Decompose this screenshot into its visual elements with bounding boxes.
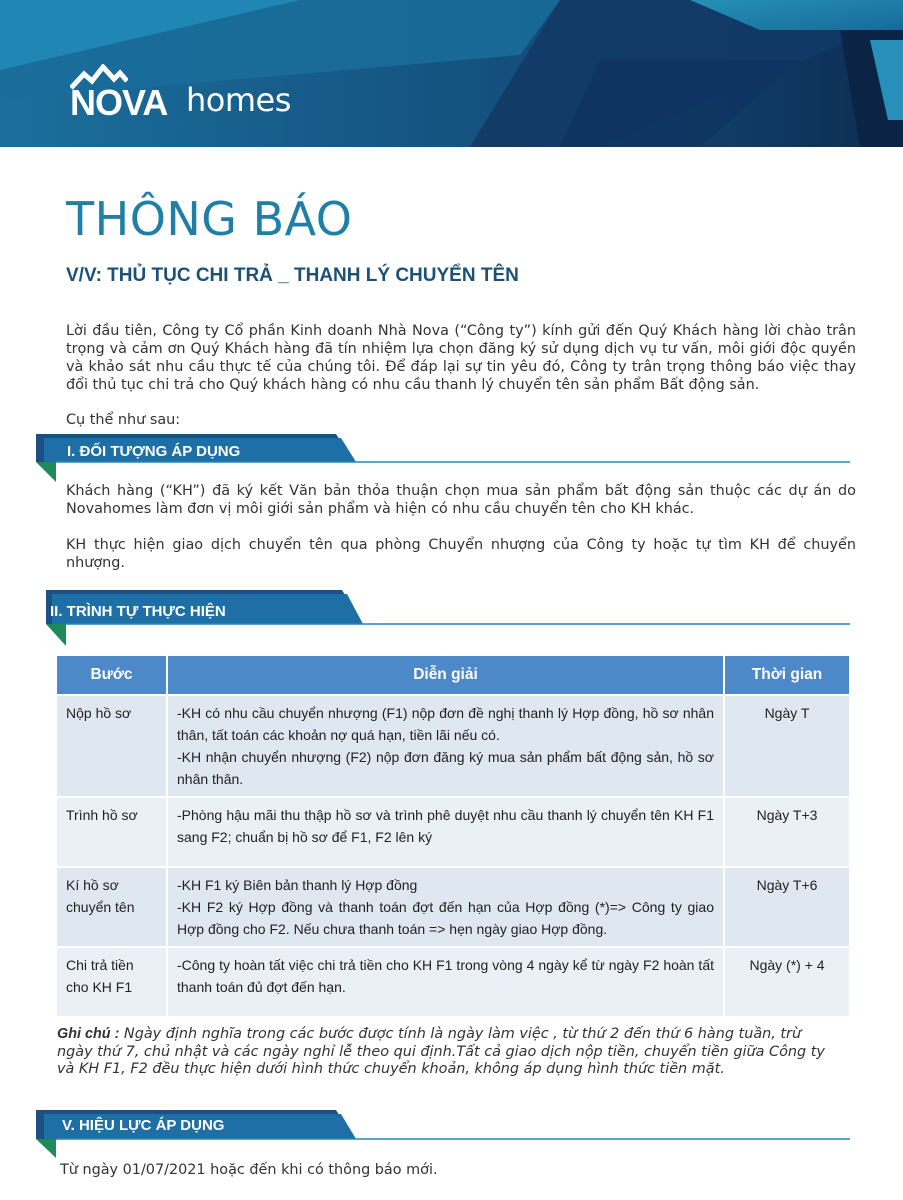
time-cell: Ngày T [724, 695, 850, 797]
description-cell [167, 947, 724, 1017]
section1-paragraph-2: KH thực hiện giao dịch chuyển tên qua phòng Chuyển nhượng của Công ty hoặc tự tìm KH để chuyển nhượng. [66, 537, 856, 571]
description-line: -KH nhận chuyển nhượng (F2) nộp đơn đăng ký mua sản phẩm bất động sản, hồ sơ nhân thân. [177, 749, 714, 787]
description-line: -KH F2 ký Hợp đồng và thanh toán đợt đến hạn của Hợp đồng (*)=> Công ty giao Hợp đồng cho F2. Nếu chưa thanh toán => hẹn ngày giao Hợp đồng. [177, 899, 714, 937]
note-label: Ghi chú : [57, 1026, 120, 1042]
table-row [56, 797, 850, 867]
intro-tail: Cụ thể như sau: [66, 412, 181, 428]
procedure-table [55, 654, 851, 1018]
step-cell: Kí hồ sơ chuyển tên [56, 867, 167, 947]
description-cell [167, 867, 724, 947]
table-row [56, 695, 850, 797]
column-header-step: Bước [56, 655, 167, 695]
step-cell: Nộp hồ sơ [56, 695, 167, 797]
step-cell: Trình hồ sơ [56, 797, 167, 867]
page-subtitle: V/V: THỦ TỤC CHI TRẢ _ THANH LÝ CHUYỂN TÊN [66, 265, 519, 286]
section-heading-5 [36, 1108, 856, 1152]
description-line: -KH F1 ký Biên bản thanh lý Hợp đồng [177, 877, 418, 893]
description-cell [167, 695, 724, 797]
section-heading-1 [36, 432, 856, 476]
section-heading-2 [36, 590, 856, 634]
table-row [56, 867, 850, 947]
logo-nova-text: NOVA [70, 82, 168, 123]
logo-homes-text: homes [186, 81, 291, 119]
time-cell: Ngày T+3 [724, 797, 850, 867]
column-header-time: Thời gian [724, 655, 850, 695]
table-header-row [56, 655, 850, 695]
section-heading-text: V. HIỆU LỰC ÁP DỤNG [62, 1117, 225, 1134]
description-line: -Công ty hoàn tất việc chi trả tiền cho KH F1 trong vòng 4 ngày kể từ ngày F2 hoàn tất thanh toán đủ đợt đến hạn. [177, 957, 714, 995]
section-heading-text: II. TRÌNH TỰ THỰC HIỆN [50, 603, 226, 620]
time-cell: Ngày (*) + 4 [724, 947, 850, 1017]
note-text: Ngày định nghĩa trong các bước được tính là ngày làm việc , từ thứ 2 đến thứ 6 hàng tuần, trừ ngày thứ 7, chủ nhật và các ngày nghỉ lễ theo qui định.Tất cả giao dịch nộp tiền, chuyển tiền giữa Công ty và KH F1, F2 đều thực hiện dưới hình thức chuyển khoản, không áp dụng hình thức tiền mặt. [57, 1026, 825, 1077]
column-header-description: Diễn giải [167, 655, 724, 695]
table-row [56, 947, 850, 1017]
header-banner [0, 0, 903, 147]
description-line: -Phòng hậu mãi thu thập hồ sơ và trình phê duyệt nhu cầu thanh lý chuyển tên KH F1 sang F2; chuẩn bị hồ sơ để F1, F2 lên ký [177, 807, 714, 845]
description-line: -KH có nhu cầu chuyển nhượng (F1) nộp đơn đề nghị thanh lý Hợp đồng, hồ sơ nhân thân, tất toán các khoản nợ quá hạn, tiền lãi nếu có. [177, 705, 714, 743]
step-cell: Chi trả tiền cho KH F1 [56, 947, 167, 1017]
page-title: THÔNG BÁO [66, 192, 353, 246]
section1-paragraph-1: Khách hàng (“KH”) đã ký kết Văn bản thỏa thuận chọn mua sản phẩm bất động sản thuộc các dự án do Novahomes làm đơn vị môi giới sản phẩm và hiện có nhu cầu chuyển tên cho KH khác. [66, 483, 856, 517]
note-paragraph [57, 1026, 827, 1079]
time-cell: Ngày T+6 [724, 867, 850, 947]
section-heading-text: I. ĐỐI TƯỢNG ÁP DỤNG [67, 443, 241, 460]
description-cell [167, 797, 724, 867]
intro-paragraph: Lời đầu tiên, Công ty Cổ phần Kinh doanh Nhà Nova (“Công ty”) kính gửi đến Quý Khách hàng lời chào trân trọng và cảm ơn Quý Khách hàng đã tín nhiệm lựa chọn đăng ký sử dụng dịch vụ tư vấn, môi giới độc quyền và khảo sát nhu cầu thực tế của chúng tôi. Để đáp lại sự tin yêu đó, Công ty trân trọng thông báo việc thay đổi thủ tục chi trả cho Quý khách hàng có nhu cầu thanh lý chuyển tên sản phẩm Bất động sản. [66, 323, 856, 393]
effective-date-text: Từ ngày 01/07/2021 hoặc đến khi có thông báo mới. [60, 1162, 438, 1178]
banner-graphic [0, 0, 903, 147]
